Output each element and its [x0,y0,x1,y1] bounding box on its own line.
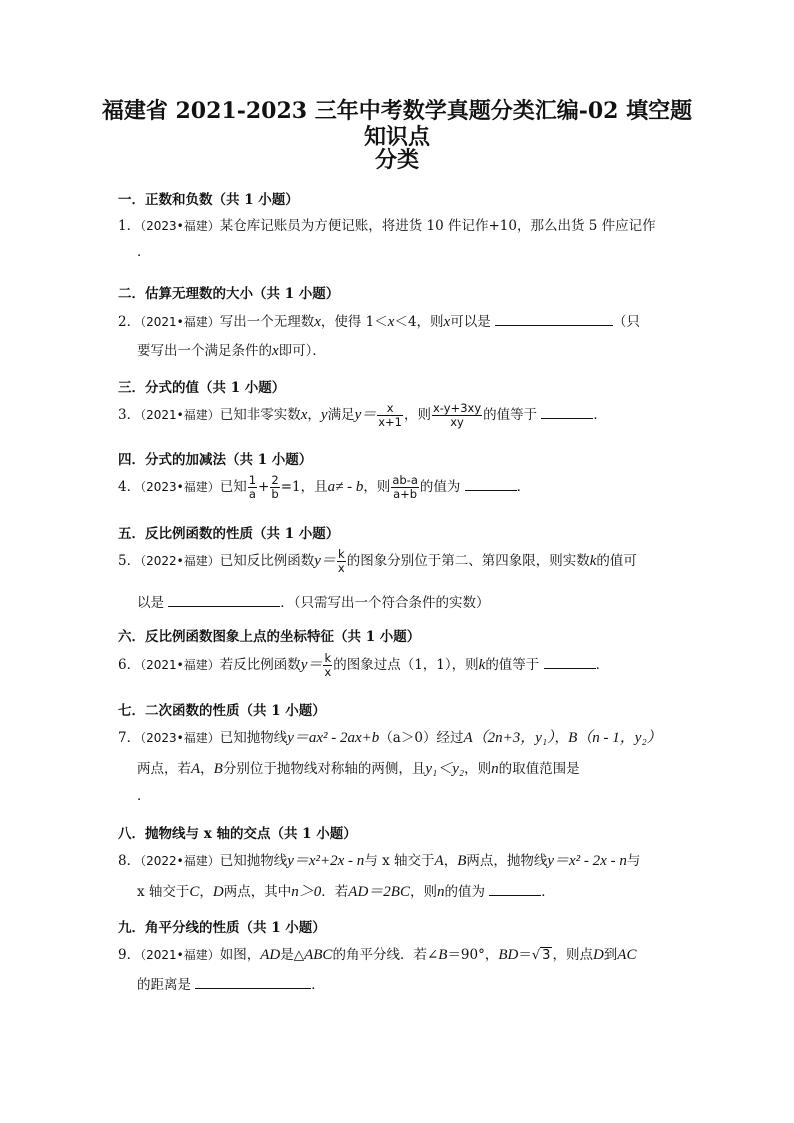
question-5-line2: 以是 ．（只需写出一个符合条件的实数） [137,595,490,611]
question-7: 7．（2023•福建）已知抛物线y＝ax² - 2ax+b（a＞0）经过A（2n+3，y₁），B（n - 1，y₂） [118,730,662,746]
question-8-line2: x 轴交于C，D两点，其中n＞0．若AD＝2BC，则n的值为 ． [137,884,555,900]
fraction-k-over-x: $\frac{k}{x}$ [337,547,345,576]
question-6: 6．（2021•福建）若反比例函数y＝ $\frac{k}{x}$ 的图象过点（1，1），则k的值等于 ． [118,651,610,680]
question-1-end: ． [137,244,151,260]
question-9-line2: 的距离是 ． [137,977,325,993]
section-heading-4: 四．分式的加减法（共 1 小题） [118,452,313,468]
answer-blank-8[interactable] [489,883,541,896]
document-title-line2: 分类 [374,147,419,173]
question-1: 1．（2023•福建）某仓库记账员为方便记账，将进货 10 件记作+10，那么出货 5 件应记作 [118,218,656,234]
section-heading-1: 一．正数和负数（共 1 小题） [118,192,299,208]
fraction-expression: $\frac{x-y+3xy}{xy}$ [433,401,482,430]
question-7-end: ． [137,788,151,804]
question-5: 5．（2022•福建）已知反比例函数y＝ $\frac{k}{x}$ 的图象分别位于第二、第四象限，则实数k的值可 [118,547,637,576]
square-root-3: √ 3 [531,948,551,963]
question-7-line2: 两点，若A，B分别位于抛物线对称轴的两侧，且y₁＜y₂，则n的取值范围是 [137,761,580,777]
fraction-x-over-x-plus-1: $\frac{x}{x+1}$ [378,401,402,430]
answer-blank-4[interactable] [465,478,517,491]
question-9: 9．（2021•福建）如图，AD是△ABC的角平分线．若∠B＝90°，BD＝√ 3 ，则点D到AC [118,947,637,963]
answer-blank-3[interactable] [541,406,593,419]
answer-blank-5[interactable] [168,594,280,607]
question-3: 3．（2021•福建）已知非零实数x，y满足y＝ $\frac{x}{x+1}$ ，则 $\frac{x-y+3xy}{xy}$ 的值等于 ． [118,401,607,430]
question-8: 8．（2022•福建）已知抛物线y＝x²+2x - n与 x 轴交于A，B两点，抛物线y＝x² - 2x - n与 [118,853,641,869]
document-title-line1: 福建省 2021-2023 三年中考数学真题分类汇编-02 填空题知识点 [101,98,693,151]
section-heading-6: 六．反比例函数图象上点的坐标特征（共 1 小题） [118,629,421,645]
section-heading-8: 八．抛物线与 x 轴的交点（共 1 小题） [118,826,357,842]
question-4: 4．（2023•福建）已知 $\frac{1}{a}$ + $\frac{2}{b}$ =1，且a≠ - b，则 $\frac{ab-a}{a+b}$ 的值为 ． [118,473,531,502]
section-heading-2: 二．估算无理数的大小（共 1 小题） [118,286,340,302]
fraction-1-over-a: $\frac{1}{a}$ [248,473,257,502]
section-heading-3: 三．分式的值（共 1 小题） [118,380,286,396]
section-heading-9: 九．角平分线的性质（共 1 小题） [118,920,326,936]
fraction-ab-a-over-a-plus-b: $\frac{ab-a}{a+b}$ [392,473,418,502]
question-2: 2．（2021•福建）写出一个无理数x，使得 1＜x＜4，则x可以是 （只 [118,314,641,330]
fraction-2-over-b: $\frac{2}{b}$ [271,473,279,502]
answer-blank-2[interactable] [495,313,613,326]
answer-blank-9[interactable] [195,976,311,989]
answer-blank-6[interactable] [544,656,596,669]
section-heading-7: 七．二次函数的性质（共 1 小题） [118,703,326,719]
question-2-line2: 要写出一个满足条件的x即可）． [137,343,326,359]
section-heading-5: 五．反比例函数的性质（共 1 小题） [118,526,340,542]
fraction-k-over-x: $\frac{k}{x}$ [324,651,332,680]
